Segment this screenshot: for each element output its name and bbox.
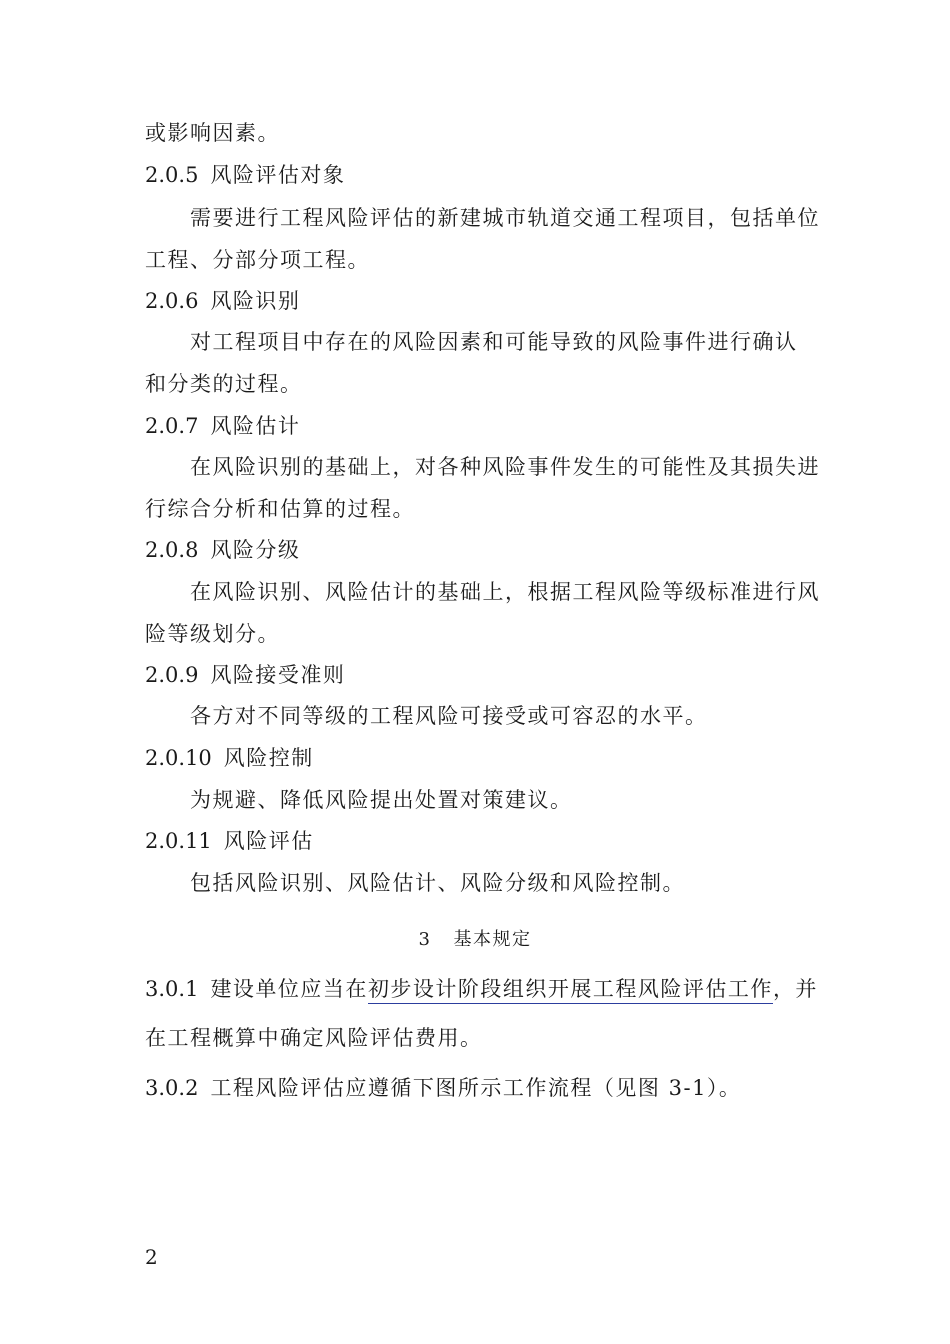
clause-heading-2-0-7: 2.0.7 风险估计	[145, 414, 301, 438]
paragraph-line: 为规避、降低风险提出处置对策建议。	[190, 788, 573, 812]
paragraph-line: 在风险识别的基础上，对各种风险事件发生的可能性及其损失进	[190, 455, 820, 479]
paragraph-line: 或影响因素。	[145, 121, 280, 145]
clause-heading-2-0-10: 2.0.10 风险控制	[145, 746, 314, 770]
paragraph-line: 在风险识别、风险估计的基础上，根据工程风险等级标准进行风	[190, 580, 820, 604]
paragraph-line: 和分类的过程。	[145, 372, 303, 396]
clause-heading-2-0-8: 2.0.8 风险分级	[145, 538, 301, 562]
paragraph-line: 在工程概算中确定风险评估费用。	[145, 1026, 483, 1050]
paragraph-line: 行综合分析和估算的过程。	[145, 497, 415, 521]
clause-3-0-2: 3.0.2 工程风险评估应遵循下图所示工作流程（见图 3-1）。	[145, 1076, 742, 1100]
underlined-phrase: 初步设计阶段组织开展工程风险评估工作	[368, 977, 773, 1004]
paragraph-line: 工程、分部分项工程。	[145, 248, 370, 272]
section-heading: 3 基本规定	[418, 929, 532, 950]
paragraph-line: 各方对不同等级的工程风险可接受或可容忍的水平。	[190, 704, 708, 728]
page-number: 2	[145, 1245, 158, 1269]
clause-heading-2-0-5: 2.0.5 风险评估对象	[145, 163, 346, 187]
paragraph-line: 对工程项目中存在的风险因素和可能导致的风险事件进行确认	[190, 330, 798, 354]
paragraph-line: 险等级划分。	[145, 622, 280, 646]
clause-heading-2-0-9: 2.0.9 风险接受准则	[145, 663, 346, 687]
clause-heading-2-0-11: 2.0.11 风险评估	[145, 829, 314, 853]
clause-heading-2-0-6: 2.0.6 风险识别	[145, 289, 301, 313]
paragraph-line: 包括风险识别、风险估计、风险分级和风险控制。	[190, 871, 685, 895]
clause-3-0-1: 3.0.1 建设单位应当在初步设计阶段组织开展工程风险评估工作，并	[145, 974, 818, 1004]
paragraph-line: 需要进行工程风险评估的新建城市轨道交通工程项目，包括单位	[190, 206, 820, 230]
